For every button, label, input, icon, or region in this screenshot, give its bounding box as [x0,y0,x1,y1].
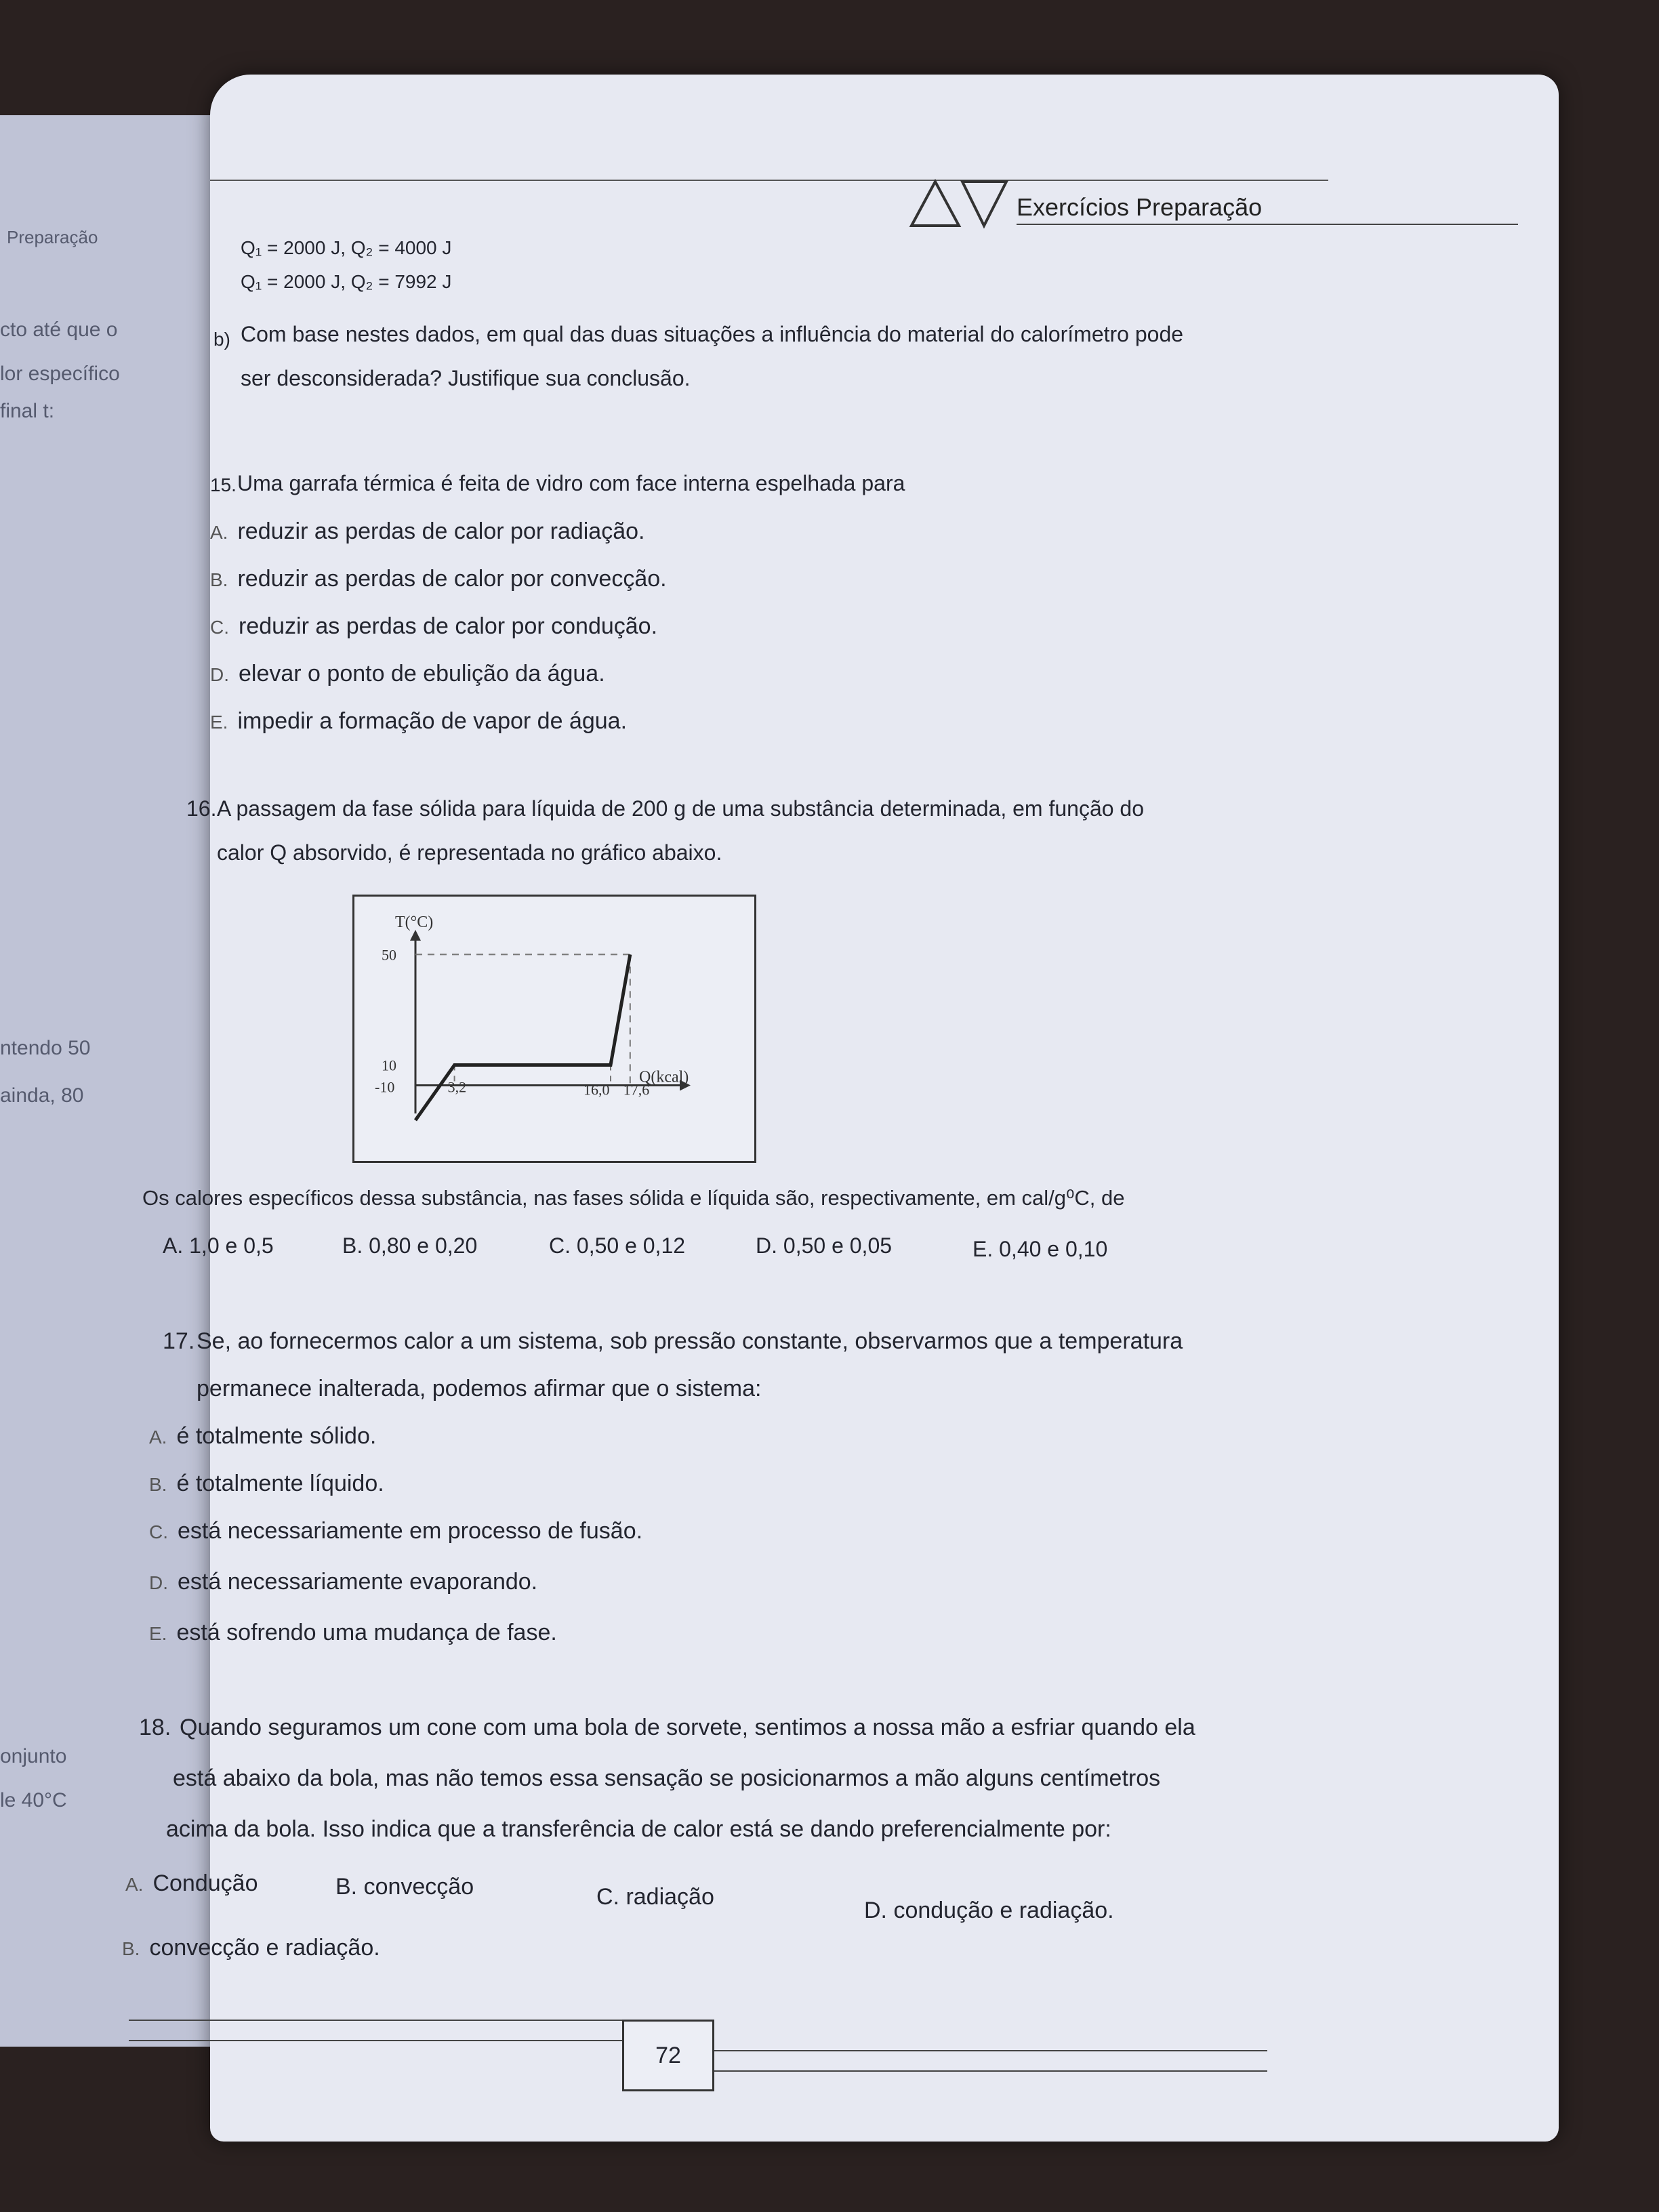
option-text: Condução [152,1870,258,1896]
option-text: condução e radiação. [893,1898,1114,1923]
left-fragment: lor específico [0,363,120,385]
q17-option-d [149,1569,537,1595]
q14b-text-line1: Com base nestes dados, em qual das duas situações a influência do material do calorímetro pode [241,322,1184,346]
left-page [0,115,224,2047]
option-letter: C. [549,1233,571,1258]
q17-option-a [149,1423,376,1450]
q17-stem-line1: Se, ao fornecermos calor a um sistema, sob pressão constante, observarmos que a temperatura [197,1328,1183,1354]
q16-option-b [342,1233,477,1258]
left-fragment: onjunto [0,1745,67,1767]
option-letter: E. [149,1623,167,1644]
q18-stem-line3: acima da bola. Isso indica que a transferência de calor está se dando preferencialmente por: [166,1816,1111,1842]
q17-number: 17. [163,1328,195,1354]
option-text: está necessariamente evaporando. [178,1569,538,1595]
option-text: radiação [626,1884,714,1910]
y-tick-label: 10 [382,1057,396,1074]
header-rule [210,180,1328,181]
option-letter: D. [210,664,229,685]
left-fragment: Preparação [7,227,98,247]
y-tick-label: 50 [382,946,396,964]
option-text: convecção e radiação. [149,1935,380,1961]
option-text: 0,40 e 0,10 [999,1237,1108,1261]
option-letter: A. [210,522,228,543]
q18-number: 18. [139,1715,171,1740]
x-tick-label: 17,6 [623,1081,650,1099]
q18-stem-line2: está abaixo da bola, mas não temos essa sensação se posicionarmos a mão alguns centímetros [173,1765,1161,1791]
chart-svg [354,897,754,1161]
q15-stem: Uma garrafa térmica é feita de vidro com face interna espelhada para [237,471,905,495]
option-letter: C. [596,1884,619,1910]
option-text: convecção [363,1874,474,1900]
option-text: reduzir as perdas de calor por condução. [239,613,658,639]
option-text: é totalmente líquido. [176,1471,384,1496]
option-letter: A. [163,1233,184,1258]
footer-rule [712,2070,1267,2072]
option-text: elevar o ponto de ebulição da água. [239,661,605,687]
x-tick-label: 3,2 [447,1078,467,1096]
left-fragment: ainda, 80 [0,1084,84,1107]
left-fragment: cto até que o [0,319,118,341]
q16-option-d [756,1233,892,1258]
q18-option-c [596,1884,714,1910]
option-text: 0,50 e 0,05 [783,1233,893,1258]
option-letter: C. [149,1521,168,1542]
q16-option-e [972,1237,1107,1262]
option-letter: B. [342,1233,363,1258]
q18-option-d [864,1898,1114,1924]
q14b-text-line2: ser desconsiderada? Justifique sua conclusão. [241,366,691,390]
option-text: reduzir as perdas de calor por radiação. [237,518,645,544]
q15-option-a [210,518,644,545]
q16-stem-line2: calor Q absorvido, é representada no gráfico abaixo. [217,840,722,865]
option-letter: B. [149,1474,167,1495]
option-letter: D. [864,1898,887,1923]
option-text: 0,80 e 0,20 [369,1233,478,1258]
q15-option-d [210,661,605,687]
option-letter: E. [210,712,228,733]
q15-number: 15. [210,474,237,495]
q16-question: Os calores específicos dessa substância, nas fases sólida e líquida são, respectivamente, em cal/g⁰C, de [142,1186,1125,1210]
q16-option-a [163,1233,274,1258]
left-fragment: ntendo 50 [0,1037,91,1059]
option-letter: B. [122,1938,140,1959]
option-text: impedir a formação de vapor de água. [237,708,628,734]
y-axis-label: T(°C) [395,914,434,931]
page-number: 72 [622,2020,714,2091]
q18-stem-line1: Quando seguramos um cone com uma bola de sorvete, sentimos a nossa mão a esfriar quando ela [180,1715,1195,1740]
q16-stem-line1: A passagem da fase sólida para líquida de 200 g de uma substância determinada, em função do [217,796,1145,821]
q17-option-c [149,1518,642,1544]
q14b-label: b) [213,329,230,350]
book-page [122,75,1559,2142]
q18-option-e [122,1935,380,1961]
footer-rule [129,2040,623,2041]
phase-change-graph [352,895,756,1163]
q17-option-b [149,1471,384,1497]
q16-option-c [549,1233,685,1258]
option-letter: D. [756,1233,777,1258]
footer-rule [129,2020,623,2021]
option-text: 1,0 e 0,5 [189,1233,274,1258]
q14-line2: Q₁ = 2000 J, Q₂ = 7992 J [241,271,452,292]
triangles-icon [908,175,1010,229]
option-text: é totalmente sólido. [176,1423,377,1449]
footer-rule [712,2050,1267,2051]
left-fragment: le 40°C [0,1789,67,1811]
option-text: está necessariamente em processo de fusão. [178,1518,643,1544]
q17-stem-line2: permanece inalterada, podemos afirmar que o sistema: [197,1376,762,1401]
option-text: está sofrendo uma mudança de fase. [176,1620,557,1645]
q18-option-a [125,1870,258,1897]
option-letter: C. [210,617,229,638]
option-letter: B. [335,1874,358,1900]
q14-line1: Q₁ = 2000 J, Q₂ = 4000 J [241,237,452,258]
section-title: Exercícios Preparação [1017,193,1263,221]
q16-number: 16. [186,796,217,821]
q15-option-b [210,566,667,592]
option-text: 0,50 e 0,12 [576,1233,686,1258]
q15-option-e [210,708,627,735]
y-axis-arrow [410,930,421,941]
q15-option-c [210,613,657,640]
q17-option-e [149,1620,557,1646]
option-text: reduzir as perdas de calor por convecção. [237,566,667,592]
x-axis-label: Q(kcal) [639,1068,689,1086]
option-letter: D. [149,1572,168,1593]
option-letter: A. [125,1874,144,1895]
header-underline [1017,224,1518,225]
option-letter: B. [210,569,228,590]
left-fragment: final t: [0,400,55,422]
q18-option-b [335,1874,474,1900]
option-letter: A. [149,1427,167,1448]
option-letter: E. [972,1237,994,1261]
x-tick-label: 16,0 [583,1081,610,1099]
y-tick-label: -10 [375,1078,395,1096]
